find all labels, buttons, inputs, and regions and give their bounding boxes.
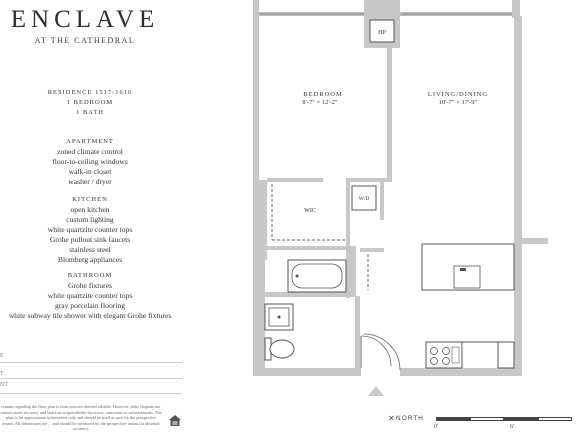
exterior-walls — [253, 16, 548, 376]
living-dims: 10'-7" × 17'-9" — [438, 99, 478, 106]
scale-start-label: 0' — [434, 424, 439, 430]
residence-baths: 1 BATH — [76, 109, 104, 116]
wic-label: WIC — [304, 208, 316, 214]
list-item: stainless steel — [69, 245, 111, 254]
list-item: washer / dryer — [68, 177, 112, 186]
kitchen-heading: KITCHEN — [72, 196, 108, 203]
bathtub — [288, 260, 346, 292]
wd-label: W/D — [358, 196, 370, 202]
disclaimer-text: remain regarding the floor plan is from sources deemed reliable. However, abby Organia nor cannot assert accuracy and bears no responsibility for errors, omissions or misstatements. The plan is for approximate information only and should be used as such by the prospective tenant. All dimensions are ... and should be measured by the prospective tenant for absolute accuracy. — [0, 404, 162, 432]
hp-closet — [364, 0, 400, 48]
entry-door — [364, 334, 400, 370]
list-item: floor-to-ceiling windows — [52, 157, 128, 166]
scale-mid-label: 6' — [510, 424, 515, 430]
list-item: custom lighting — [66, 215, 114, 224]
residence-bedrooms: 1 BEDROOM — [66, 99, 114, 106]
list-item: gray porcelain flooring — [54, 301, 125, 310]
living-label: LIVING/DINING — [427, 91, 489, 98]
entry-arrow-icon — [368, 386, 384, 396]
list-item: Grohe fixtures — [67, 281, 113, 290]
list-item: white subway tile shower with elegant Grohe fixtures — [8, 311, 172, 320]
apartment-heading: APARTMENT — [66, 138, 114, 145]
north-arrow-icon: ✕ — [388, 414, 395, 423]
form-label: E — [0, 353, 4, 359]
bedroom-label: BEDROOM — [303, 91, 343, 98]
brand-tagline: AT THE CATHEDRAL — [34, 36, 136, 45]
cooktop — [426, 342, 462, 368]
list-item: walk-in closet — [68, 167, 112, 176]
bedroom-dims: 8'-7" × 12'-2" — [302, 99, 338, 106]
list-item: open kitchen — [70, 205, 110, 214]
north-label: NORTH — [396, 415, 424, 422]
list-item: Grohe pullout sink faucets — [49, 235, 131, 244]
residence-title: RESIDENCE 1517-1616 — [47, 89, 133, 96]
brand-logo: ENCLAVE — [10, 6, 160, 33]
kitchen-island — [422, 244, 514, 290]
bathroom-sink — [265, 304, 293, 330]
bathroom-door — [361, 336, 391, 368]
hp-label: HP — [378, 30, 386, 36]
list-item: zoned climate control — [57, 147, 123, 156]
scale-bar — [436, 417, 572, 421]
toilet — [265, 338, 294, 360]
list-item: white quartzite counter tops — [47, 225, 133, 234]
list-item: Blomberg appliances — [57, 255, 123, 264]
list-item: white quartzite counter tops — [47, 291, 133, 300]
kitchen-cabinets — [462, 342, 514, 368]
form-label: NT — [0, 382, 8, 388]
bathroom-heading: BATHROOM — [67, 272, 113, 279]
form-label: T — [0, 371, 4, 377]
